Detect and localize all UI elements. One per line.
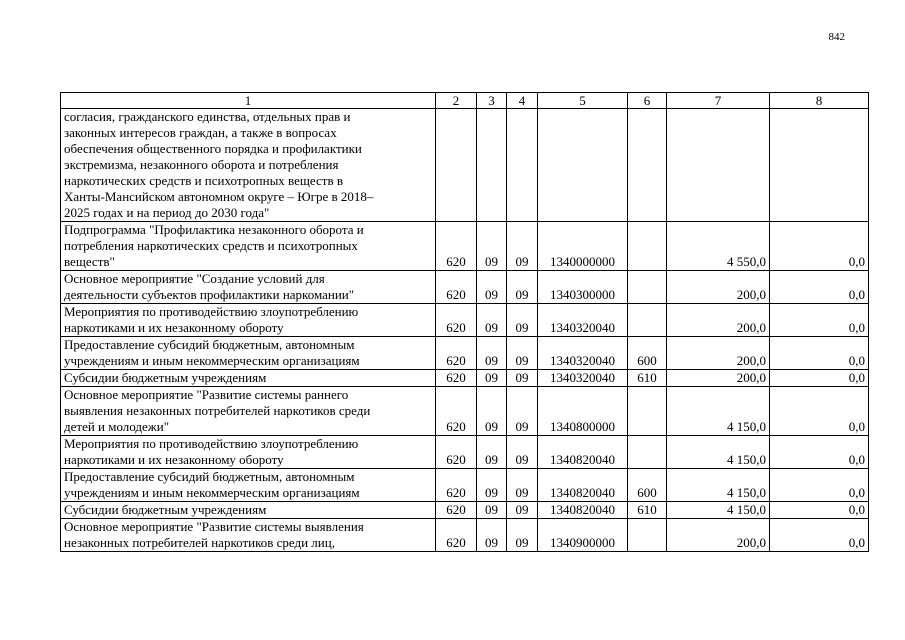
table-row <box>61 304 869 337</box>
cell-col-7: 200,0 <box>667 271 770 304</box>
cell-col-4: 09 <box>507 337 538 370</box>
cell-col-4: 09 <box>507 304 538 337</box>
table-row <box>61 502 869 519</box>
table-row <box>61 469 869 502</box>
cell-col-2: 620 <box>436 370 477 387</box>
cell-col-8 <box>770 109 869 222</box>
cell-col-3: 09 <box>477 222 507 271</box>
cell-col-3: 09 <box>477 304 507 337</box>
table-row <box>61 387 869 436</box>
column-header-4: 4 <box>507 93 538 109</box>
cell-col-7 <box>667 109 770 222</box>
cell-col-4: 09 <box>507 271 538 304</box>
column-header-7: 7 <box>667 93 770 109</box>
row-name-cell: Мероприятия по противодействию злоупотреблению наркотиками и их незаконному обороту <box>61 436 436 469</box>
cell-col-2: 620 <box>436 436 477 469</box>
cell-col-2: 620 <box>436 337 477 370</box>
cell-col-3: 09 <box>477 469 507 502</box>
table-row <box>61 271 869 304</box>
cell-col-8: 0,0 <box>770 304 869 337</box>
page-number: 842 <box>828 31 845 43</box>
cell-col-5: 1340820040 <box>538 502 628 519</box>
table-row <box>61 519 869 552</box>
cell-col-7: 200,0 <box>667 304 770 337</box>
cell-col-3: 09 <box>477 502 507 519</box>
cell-col-3: 09 <box>477 436 507 469</box>
cell-col-2: 620 <box>436 502 477 519</box>
cell-col-2 <box>436 109 477 222</box>
cell-col-3 <box>477 109 507 222</box>
cell-col-3: 09 <box>477 519 507 552</box>
budget-table <box>60 92 869 552</box>
cell-col-6: 600 <box>628 469 667 502</box>
cell-col-5: 1340320040 <box>538 370 628 387</box>
cell-col-4: 09 <box>507 519 538 552</box>
cell-col-4: 09 <box>507 469 538 502</box>
row-name-cell: согласия, гражданского единства, отдельных прав и законных интересов граждан, а также в вопросах обеспечения общественного порядка и профилактики экстремизма, незаконного оборота и потребления наркотических средств и психотропных веществ в Ханты-Мансийском автономном округе – Югре в 2018– 2025 годах и на период до 2030 года" <box>61 109 436 222</box>
cell-col-8: 0,0 <box>770 519 869 552</box>
column-header-1: 1 <box>61 93 436 109</box>
cell-col-2: 620 <box>436 469 477 502</box>
table-row <box>61 337 869 370</box>
column-header-8: 8 <box>770 93 869 109</box>
cell-col-7: 200,0 <box>667 519 770 552</box>
cell-col-8: 0,0 <box>770 387 869 436</box>
row-name-cell: Предоставление субсидий бюджетным, автономным учреждениям и иным некоммерческим организациям <box>61 469 436 502</box>
cell-col-7: 200,0 <box>667 370 770 387</box>
cell-col-6: 610 <box>628 370 667 387</box>
cell-col-6 <box>628 387 667 436</box>
column-header-2: 2 <box>436 93 477 109</box>
cell-col-6 <box>628 109 667 222</box>
table-header <box>61 93 869 109</box>
row-name-cell: Подпрограмма "Профилактика незаконного оборота и потребления наркотических средств и психотропных веществ" <box>61 222 436 271</box>
row-name-cell: Основное мероприятие "Развитие системы выявления незаконных потребителей наркотиков среди лиц, <box>61 519 436 552</box>
cell-col-4: 09 <box>507 222 538 271</box>
cell-col-4: 09 <box>507 387 538 436</box>
row-name-cell: Предоставление субсидий бюджетным, автономным учреждениям и иным некоммерческим организациям <box>61 337 436 370</box>
cell-col-2: 620 <box>436 519 477 552</box>
cell-col-6 <box>628 519 667 552</box>
cell-col-5: 1340320040 <box>538 337 628 370</box>
column-header-6: 6 <box>628 93 667 109</box>
cell-col-7: 4 150,0 <box>667 502 770 519</box>
cell-col-6 <box>628 271 667 304</box>
cell-col-4: 09 <box>507 370 538 387</box>
cell-col-8: 0,0 <box>770 502 869 519</box>
cell-col-2: 620 <box>436 387 477 436</box>
cell-col-4: 09 <box>507 436 538 469</box>
cell-col-3: 09 <box>477 271 507 304</box>
cell-col-7: 4 550,0 <box>667 222 770 271</box>
cell-col-2: 620 <box>436 222 477 271</box>
cell-col-3: 09 <box>477 387 507 436</box>
cell-col-6 <box>628 436 667 469</box>
cell-col-6 <box>628 304 667 337</box>
header-row <box>61 93 869 109</box>
row-name-cell: Основное мероприятие "Развитие системы раннего выявления незаконных потребителей наркотиков среди детей и молодежи" <box>61 387 436 436</box>
column-header-3: 3 <box>477 93 507 109</box>
table-row <box>61 109 869 222</box>
cell-col-8: 0,0 <box>770 271 869 304</box>
table-row <box>61 436 869 469</box>
row-name-cell: Субсидии бюджетным учреждениям <box>61 370 436 387</box>
cell-col-5: 1340800000 <box>538 387 628 436</box>
table-row <box>61 222 869 271</box>
cell-col-8: 0,0 <box>770 222 869 271</box>
cell-col-7: 4 150,0 <box>667 469 770 502</box>
cell-col-5: 1340000000 <box>538 222 628 271</box>
table-row <box>61 370 869 387</box>
cell-col-8: 0,0 <box>770 469 869 502</box>
cell-col-4: 09 <box>507 502 538 519</box>
cell-col-4 <box>507 109 538 222</box>
cell-col-6 <box>628 222 667 271</box>
cell-col-8: 0,0 <box>770 436 869 469</box>
row-name-cell: Мероприятия по противодействию злоупотреблению наркотиками и их незаконному обороту <box>61 304 436 337</box>
cell-col-5: 1340820040 <box>538 469 628 502</box>
cell-col-5: 1340820040 <box>538 436 628 469</box>
cell-col-7: 200,0 <box>667 337 770 370</box>
cell-col-5: 1340900000 <box>538 519 628 552</box>
cell-col-6: 610 <box>628 502 667 519</box>
row-name-cell: Основное мероприятие "Создание условий для деятельности субъектов профилактики наркомании" <box>61 271 436 304</box>
cell-col-7: 4 150,0 <box>667 387 770 436</box>
cell-col-3: 09 <box>477 337 507 370</box>
cell-col-5: 1340300000 <box>538 271 628 304</box>
cell-col-5 <box>538 109 628 222</box>
cell-col-2: 620 <box>436 304 477 337</box>
table-body <box>61 109 869 552</box>
cell-col-8: 0,0 <box>770 337 869 370</box>
cell-col-3: 09 <box>477 370 507 387</box>
cell-col-7: 4 150,0 <box>667 436 770 469</box>
cell-col-2: 620 <box>436 271 477 304</box>
cell-col-5: 1340320040 <box>538 304 628 337</box>
column-header-5: 5 <box>538 93 628 109</box>
cell-col-8: 0,0 <box>770 370 869 387</box>
row-name-cell: Субсидии бюджетным учреждениям <box>61 502 436 519</box>
cell-col-6: 600 <box>628 337 667 370</box>
